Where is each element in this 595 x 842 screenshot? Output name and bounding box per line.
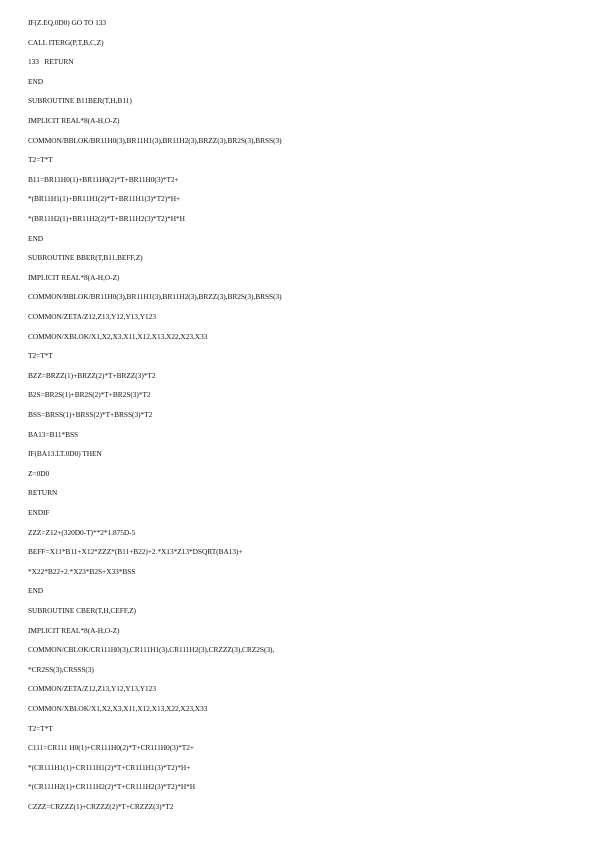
code-line: C111=CR111 H0(1)+CR111H0(2)*T+CR111H0(3)*T2+ (28, 743, 195, 753)
code-line: COMMON/XBLOK/X1,X2,X3,X11,X12,X13,X22,X23,X33 (28, 704, 208, 713)
code-line: COMMON/XBLOK/X1,X2,X3,X11,X12,X13,X22,X23,X33 (28, 331, 208, 341)
code-line: *CR2SS(3),CRSSS(3) (28, 664, 94, 674)
code-line: SUBROUTINE BBER(T,B11,BEFF,Z) (28, 253, 143, 263)
code-line: IMPLICIT REAL*8(A-H,O-Z) (28, 116, 120, 125)
code-line: T2=T*T (28, 155, 53, 165)
code-line: RETURN (28, 488, 58, 498)
code-line: B11=BR11H0(1)+BR11H0(2)*T+BR11H0(3)*T2+ (28, 174, 179, 184)
code-line: BEFF=X11*B11+X12*ZZZ*(B11+B22)+2.*X13*Z13*DSQRT(BA13)+ (28, 547, 243, 557)
code-line: ZZZ=Z12+(320D0-T)**2*1.875D-5 (28, 527, 136, 537)
code-line: *(CR111H2(1)+CR111H2(2)*T+CR111H2(3)*T2)*H*H (28, 782, 196, 792)
code-line: Z=0D0 (28, 468, 50, 478)
code-line: SUBROUTINE B11BER(T,H,B11) (28, 96, 132, 106)
code-line: B2S=BR2S(1)+BR2S(2)*T+BR2S(3)*T2 (28, 390, 151, 400)
code-line: COMMON/BBLOK/BR11H0(3),BR11H1(3),BR11H2(3),BRZZ(3),BR2S(3),BRSS(3) (28, 292, 282, 302)
code-line: BA13=B11*BSS (28, 429, 79, 439)
code-line: T2=T*T (28, 351, 53, 361)
code-line: IF(BA13.LT.0D0) THEN (28, 449, 102, 459)
code-line: END (28, 586, 44, 596)
code-line: IMPLICIT REAL*8(A-H,O-Z) (28, 272, 120, 282)
code-line: ENDIF (28, 508, 50, 517)
code-line: *(BR11H1(1)+BR11H1(2)*T+BR11H1(3)*T2)*H+ (28, 194, 181, 204)
code-line: BSS=BRSS(1)+BRSS(2)*T+BRSS(3)*T2 (28, 410, 153, 419)
code-line: T2=T*T (28, 723, 53, 733)
code-line: *(CR111H1(1)+CR111H1(2)*T+CR111H1(3)*T2)*H+ (28, 762, 191, 772)
code-line: END (28, 233, 44, 243)
code-line: IMPLICIT REAL*8(A-H,O-Z) (28, 625, 120, 635)
code-line: 133 RETURN (28, 57, 74, 67)
code-line: COMMON/ZETA/Z12,Z13,Y12,Y13,Y123 (28, 684, 156, 694)
code-line: CALL ITERG(P,T,B,C,Z) (28, 37, 104, 47)
code-line: *X22*B22+2.*X23*B2S+X33*BSS (28, 566, 136, 576)
code-line: END (28, 76, 44, 86)
code-line: CZZZ=CRZZZ(1)+CRZZZ(2)*T+CRZZZ(3)*T2 (28, 802, 174, 811)
code-line: COMMON/ZETA/Z12,Z13,Y12,Y13,Y123 (28, 312, 156, 321)
code-line: COMMON/BBLOK/BR11H0(3),BR11H1(3),BR11H2(3),BRZZ(3),BR2S(3),BRSS(3) (28, 135, 282, 145)
code-line: COMMON/CBLOK/CR111H0(3),CR111H1(3),CR111H2(3),CRZZZ(3),CRZ2S(3), (28, 645, 275, 655)
code-line: SUBROUTINE CBER(T,H,CEFF,Z) (28, 606, 136, 615)
code-line: IF(Z.EQ.0D0) GO TO 133 (28, 18, 107, 27)
code-line: BZZ=BRZZ(1)+BRZZ(2)*T+BRZZ(3)*T2 (28, 370, 156, 380)
code-line: *(BR11H2(1)+BR11H2(2)*T+BR11H2(3)*T2)*H*H (28, 214, 185, 223)
